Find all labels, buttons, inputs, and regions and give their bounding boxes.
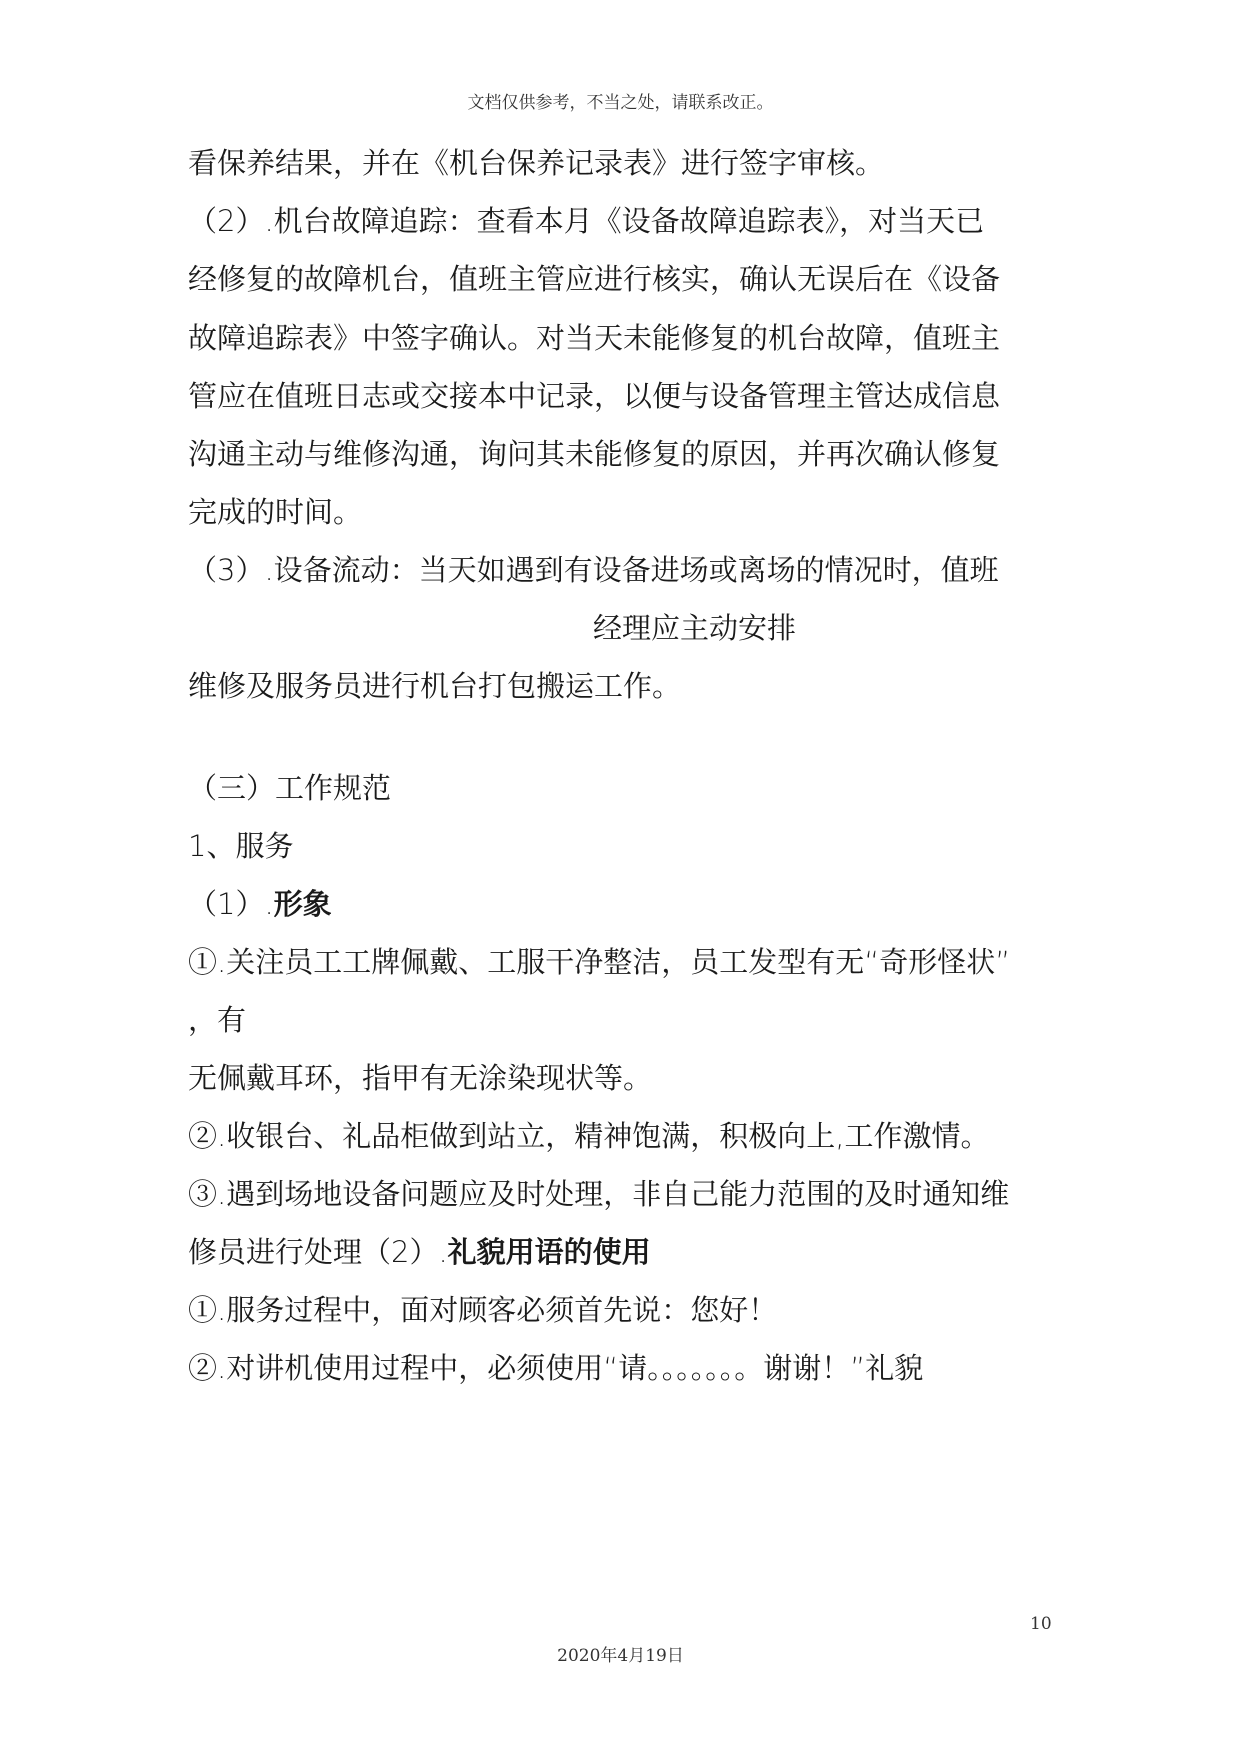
body-line-6: 沟通主动与维修沟通，询问其未能修复的原因，并再次确认修复 [188,437,1001,471]
body-line-9: 经理应主动安排 [593,611,797,645]
body-line-4: 故障追踪表》中签字确认。对当天未能修复的机台故障，值班主 [188,321,1001,355]
body-line-16: 无佩戴耳环，指甲有无涂染现状等。 [188,1061,653,1095]
body-line-14: ①.关注员工工牌佩戴、工服干净整洁，员工发型有无“奇形怪状” [188,945,1011,979]
page-number: 10 [1030,1614,1052,1634]
item-heading-polite-language [188,1232,651,1272]
item-heading-appearance [188,884,332,924]
body-line-17: ②.收银台、礼品柜做到站立，精神饱满，积极向上,工作激情。 [188,1119,990,1153]
body-line-21: ①.服务过程中，面对顾客必须首先说：您好！ [188,1293,778,1327]
item-number: 修员进行处理（2）. [188,1235,448,1269]
body-line-1: 看保养结果，并在《机台保养记录表》进行签字审核。 [188,146,885,180]
section-heading-work-standards: （三）工作规范 [188,771,392,805]
header-note: 文档仅供参考，不当之处，请联系改正。 [467,93,774,113]
item-number: （1）. [188,887,274,921]
item-title: 形象 [273,887,332,921]
body-line-10: 维修及服务员进行机台打包搬运工作。 [188,669,682,703]
body-line-7: 完成的时间。 [188,495,363,529]
body-line-22: ②.对讲机使用过程中，必须使用“请。。。。。。。谢谢！”礼貌 [188,1351,924,1385]
footer-date: 2020年4月19日 [557,1646,684,1666]
subsection-heading-service: 1、服务 [188,829,294,863]
body-line-18: ③.遇到场地设备问题应及时处理，非自己能力范围的及时通知维 [188,1177,1010,1211]
body-line-3: 经修复的故障机台，值班主管应进行核实，确认无误后在《设备 [188,262,1001,296]
body-line-8: （3）.设备流动：当天如遇到有设备进场或离场的情况时，值班 [188,553,999,587]
body-line-5: 管应在值班日志或交接本中记录，以便与设备管理主管达成信息 [188,379,1001,413]
body-line-2: （2）.机台故障追踪：查看本月《设备故障追踪表》，对当天已 [188,204,985,238]
item-title: 礼貌用语的使用 [447,1235,651,1269]
body-line-15: ，有 [188,1003,247,1037]
